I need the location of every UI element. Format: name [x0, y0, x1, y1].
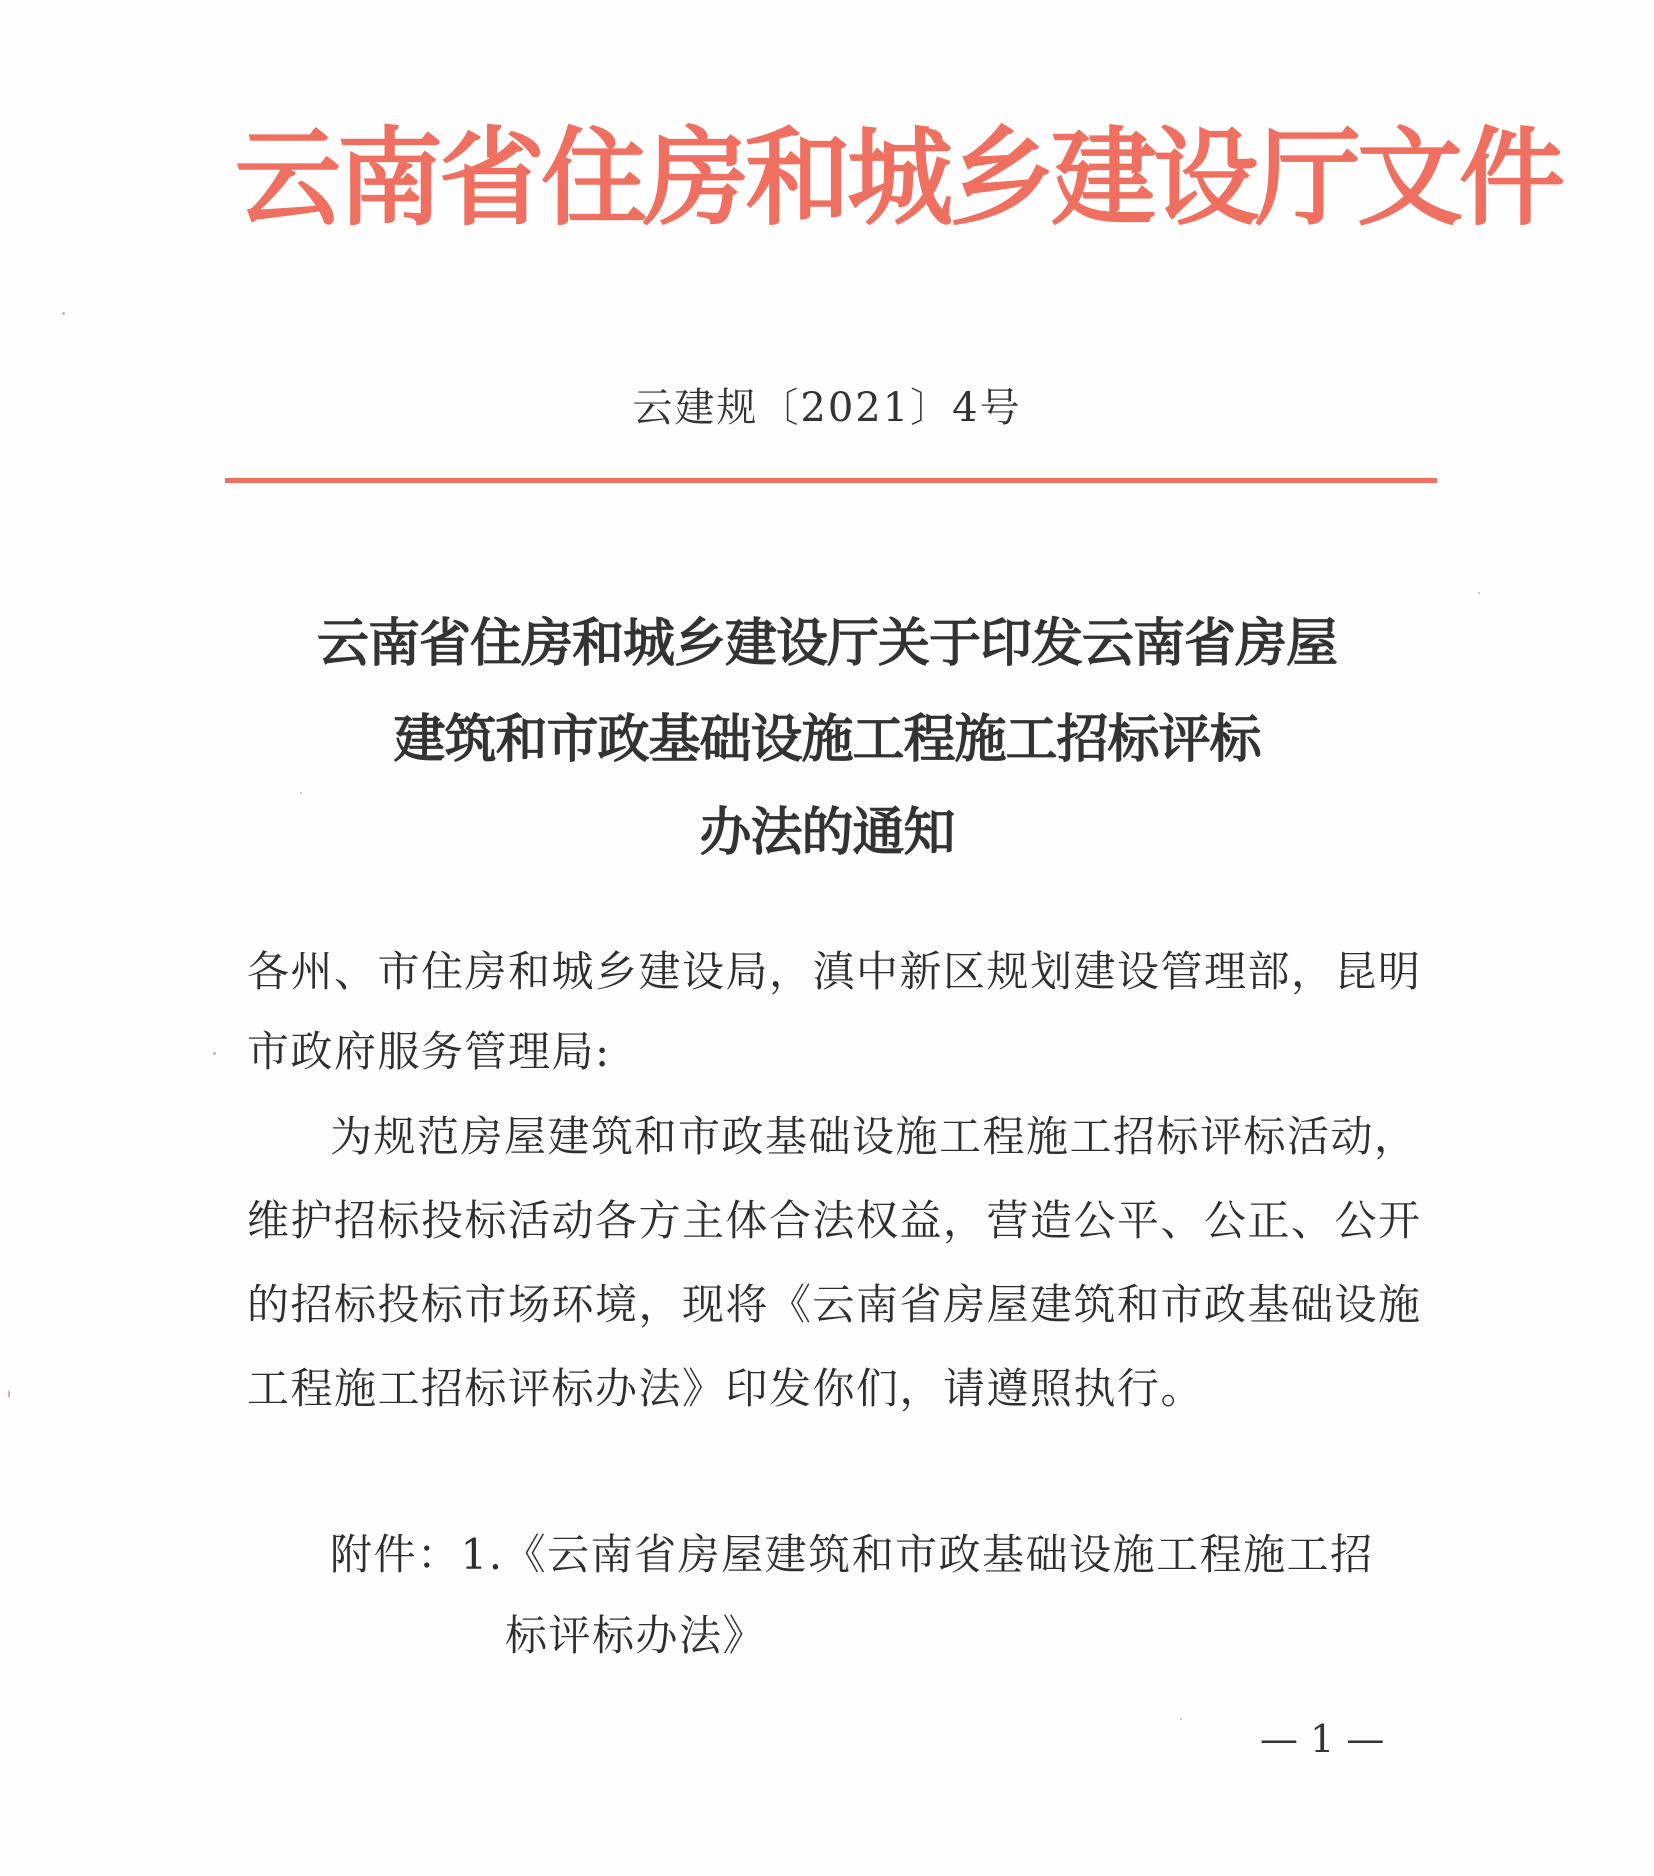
- scan-speck: [8, 1390, 10, 1398]
- body-paragraph-line-1: 为规范房屋建筑和市政基础设施工程施工招标评标活动，: [330, 1112, 1418, 1161]
- scan-speck: [1478, 592, 1480, 594]
- scan-speck: [300, 792, 302, 794]
- body-paragraph-line-3: 的招标投标市场环境，现将《云南省房屋建筑和市政基础设施: [247, 1280, 1422, 1329]
- recipients-line-1: 各州、市住房和城乡建设局，滇中新区规划建设管理部，昆明: [247, 947, 1422, 996]
- scan-speck: [1180, 1718, 1182, 1720]
- issuer-header: 云南省住房和城乡建设厅文件: [235, 115, 1561, 240]
- notice-title-line-3: 办法的通知: [699, 803, 955, 863]
- document-number: 云建规〔2021〕4号: [632, 385, 1022, 431]
- page-number: — 1 —: [1260, 1717, 1385, 1761]
- body-paragraph-line-4: 工程施工招标评标办法》印发你们，请遵照执行。: [247, 1364, 1205, 1413]
- scan-speck: [213, 1052, 216, 1055]
- notice-title-line-1: 云南省住房和城乡建设厅关于印发云南省房屋: [316, 614, 1337, 674]
- notice-title-line-2: 建筑和市政基础设施工程施工招标评标: [393, 710, 1261, 770]
- attachment-line-1: 附件：1.《云南省房屋建筑和市政基础设施工程施工招: [330, 1530, 1374, 1579]
- body-paragraph-line-2: 维护招标投标活动各方主体合法权益，营造公平、公正、公开: [247, 1196, 1422, 1245]
- red-divider-line: [225, 478, 1437, 483]
- recipients-line-2: 市政府服务管理局:: [247, 1027, 611, 1076]
- attachment-line-2: 标评标办法》: [505, 1611, 767, 1660]
- scan-speck: [62, 312, 65, 315]
